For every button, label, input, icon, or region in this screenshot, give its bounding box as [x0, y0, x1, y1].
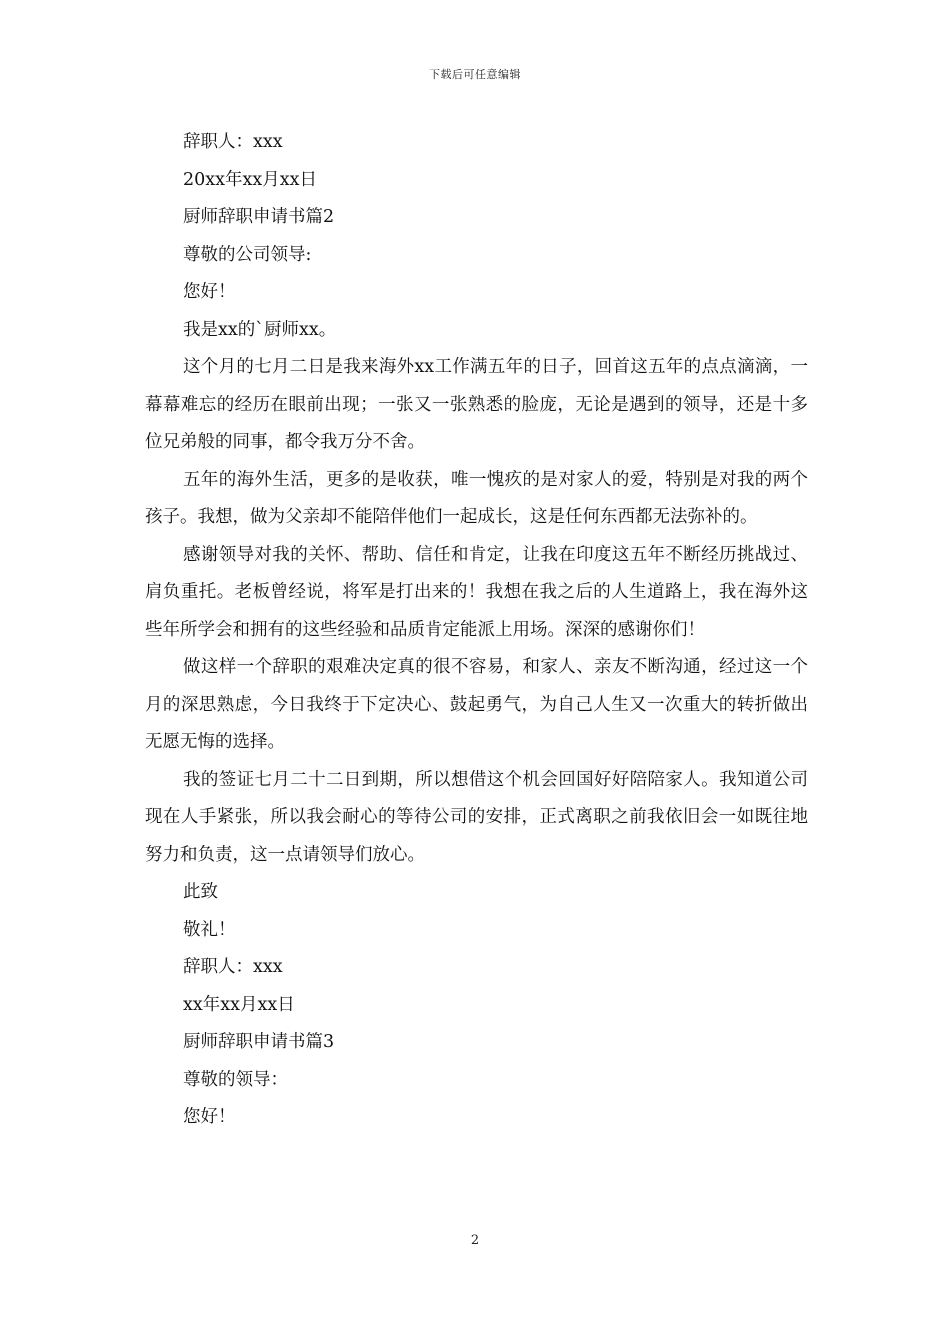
paragraph: 这个月的七月二日是我来海外xx工作满五年的日子，回首这五年的点点滴滴，一幕幕难忘的经历在眼前出现；一张又一张熟悉的脸庞，无论是遇到的领导，还是十多位兄弟般的同事，都令我万分不舍。 [145, 357, 808, 452]
paragraph: 做这样一个辞职的艰难决定真的很不容易，和家人、亲友不断沟通，经过这一个月的深思熟虑，今日我终于下定决心、鼓起勇气，为自己人生又一次重大的转折做出无愿无悔的选择。 [145, 657, 808, 752]
paragraph: 感谢领导对我的关怀、帮助、信任和肯定，让我在印度这五年不断经历挑战过、肩负重托。老板曾经说，将军是打出来的！我想在我之后的人生道路上，我在海外这些年所学会和拥有的这些经验和品质肯定能派上用场。深深的感谢你们！ [145, 544, 808, 640]
greeting: 您好！ [183, 1107, 236, 1127]
date-line: 20xx年xx月xx日 [183, 169, 317, 190]
closing-salute: 敬礼！ [183, 919, 236, 940]
salutation: 尊敬的公司领导: [183, 244, 312, 265]
closing-line: 此致 [183, 882, 218, 902]
intro-line: 我是xx的`厨师xx。 [183, 319, 337, 340]
resigner-line: 辞职人：xxx [183, 957, 283, 977]
salutation: 尊敬的领导： [183, 1069, 288, 1090]
page-number: 2 [470, 1233, 480, 1248]
paragraph: 我的签证七月二十二日到期，所以想借这个机会回国好好陪陪家人。我知道公司现在人手紧张，所以我会耐心的等待公司的安排，正式离职之前我依旧会一如既往地努力和负责，这一点请领导们放心。 [145, 769, 808, 865]
section-title: 厨师辞职申请书篇2 [183, 207, 335, 227]
date-line: xx年xx月xx日 [183, 994, 295, 1015]
resigner-line: 辞职人：xxx [183, 132, 283, 152]
section-title: 厨师辞职申请书篇3 [183, 1032, 335, 1052]
header-note: 下载后可任意编辑 [429, 68, 521, 81]
paragraph: 五年的海外生活，更多的是收获，唯一愧疚的是对家人的爱，特别是对我的两个孩子。我想，做为父亲却不能陪伴他们一起成长，这是任何东西都无法弥补的。 [145, 469, 808, 527]
document-body [145, 124, 808, 1137]
greeting: 您好！ [183, 282, 236, 302]
